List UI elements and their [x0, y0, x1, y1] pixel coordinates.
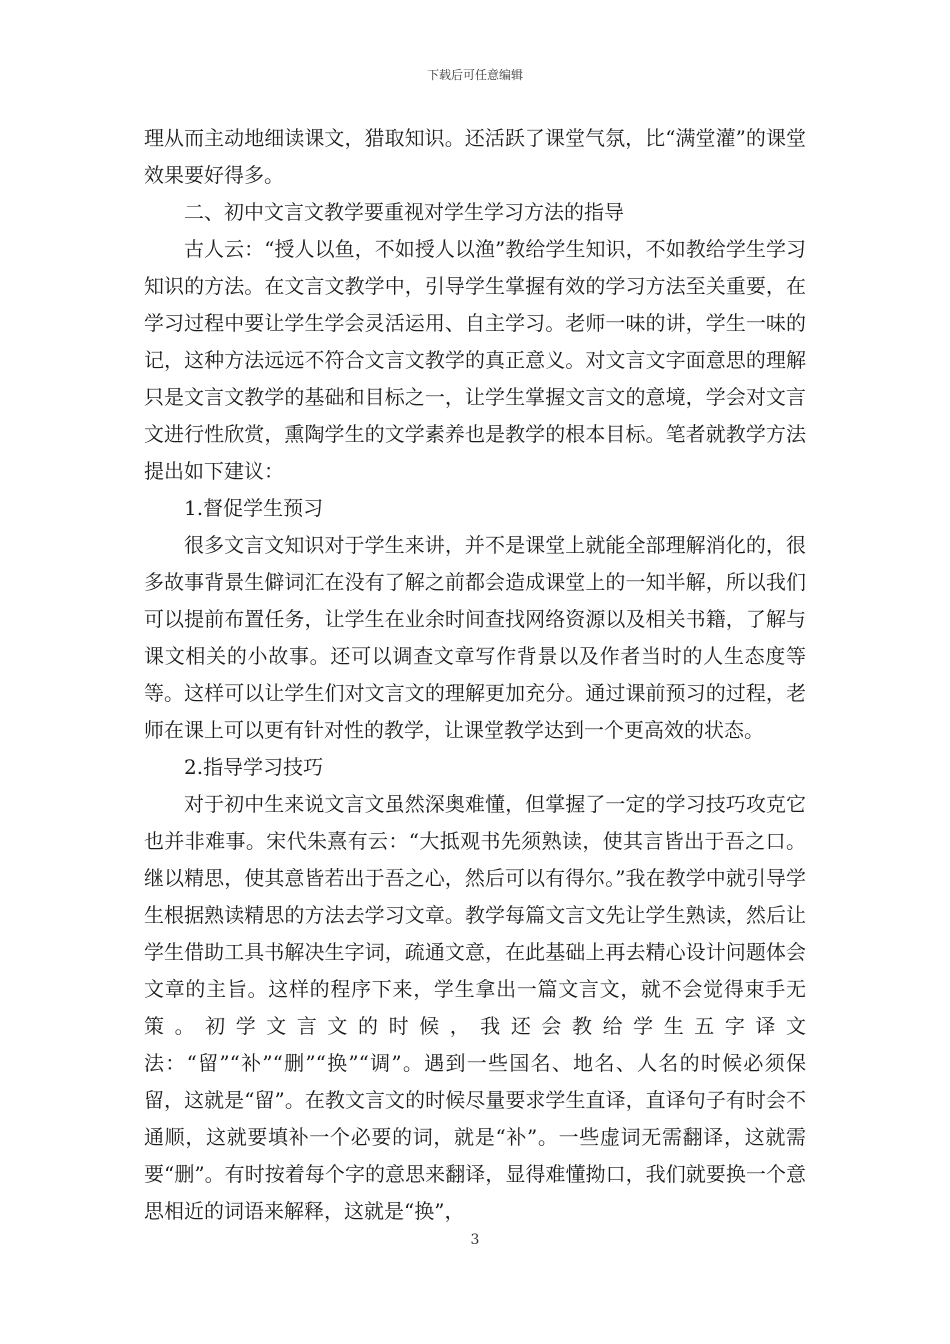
page-number: 3: [470, 1232, 480, 1248]
page-header: 下载后可任意编辑: [426, 68, 523, 82]
section-heading: 二、初中文言文教学要重视对学生学习方法的指导: [184, 200, 624, 224]
paragraph-continuation: 理从而主动地细读课文，猎取知识。还活跃了课堂气氛，比“满堂灌”的课堂效果要好得多。: [144, 126, 806, 187]
paragraph: 对于初中生来说文言文虽然深奥难懂，但掌握了一定的学习技巧攻克它也并非难事。宋代朱熹有云：“大抵观书先须熟读，使其言皆出于吾之口。继以精思，使其意皆若出于吾之心，然后可以有得尔。”我在教学中就引导学生根据熟读精思的方法去学习文章。教学每篇文言文先让学生熟读，然后让学生借助工具书解决生字词，疏通文意，在此基础上再去精心设计问题体会文章的主旨。这样的程序下来，学生拿出一篇文言文，就不会觉得束手无策。初学文言文的时候，我还会教给学生五字译文法：“留”“补”“删”“换”“调”。遇到一些国名、地名、人名的时候必须保留，这就是“留”。在教文言文的时候尽量要求学生直译，直译句子有时会不通顺，这就要填补一个必要的词，就是“补”。一些虚词无需翻译，这就需要“删”。有时按着每个字的意思来翻译，显得难懂拗口，我们就要换一个意思相近的词语来解释，这就是“换”，: [144, 792, 806, 1223]
subsection-heading: 1.督促学生预习: [184, 496, 324, 520]
body-text: [144, 120, 806, 1230]
paragraph: 很多文言文知识对于学生来讲，并不是课堂上就能全部理解消化的，很多故事背景生僻词汇在没有了解之前都会造成课堂上的一知半解，所以我们可以提前布置任务，让学生在业余时间查找网络资源以及相关书籍，了解与课文相关的小故事。还可以调查文章写作背景以及作者当时的人生态度等等。这样可以让学生们对文言文的理解更加充分。通过课前预习的过程，老师在课上可以更有针对性的教学，让课堂教学达到一个更高效的状态。: [144, 533, 806, 742]
subsection-heading: 2.指导学习技巧: [184, 755, 324, 779]
paragraph: 古人云：“授人以鱼，不如授人以渔”教给学生知识，不如教给学生学习知识的方法。在文言文教学中，引导学生掌握有效的学习方法至关重要，在学习过程中要让学生学会灵活运用、自主学习。老师一味的讲，学生一味的记，这种方法远远不符合文言文教学的真正意义。对文言文字面意思的理解只是文言文教学的基础和目标之一，让学生掌握文言文的意境，学会对文言文进行性欣赏，熏陶学生的文学素养也是教学的根本目标。笔者就教学方法提出如下建议：: [144, 237, 806, 483]
